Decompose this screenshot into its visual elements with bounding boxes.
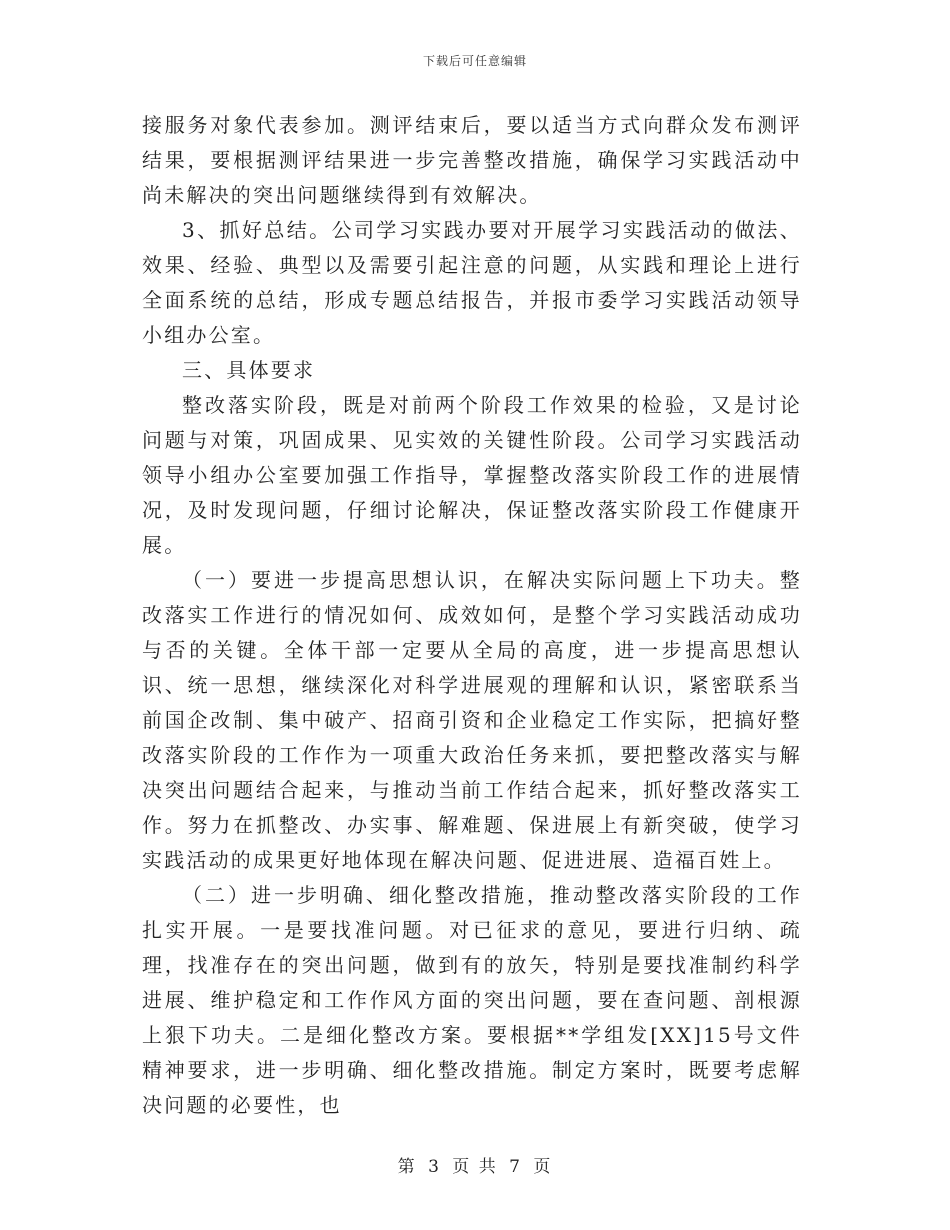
total-page-number: 7 bbox=[509, 1157, 522, 1177]
page-footer bbox=[0, 1152, 950, 1177]
paragraph: （二）进一步明确、细化整改措施，推动整改落实阶段的工作扎实开展。一是要找准问题。对已征求的意见，要进行归纳、疏理，找准存在的突出问题，做到有的放矢，特别是要找准制约科学进展、维护稳定和工作作风方面的突出问题，要在查问题、剖根源上狠下功夫。二是细化整改方案。要根据**学组发[XX]15号文件精神要求，进一步明确、细化整改措施。制定方案时，既要考虑解决问题的必要性，也 bbox=[142, 883, 802, 1117]
paragraph: 3、抓好总结。公司学习实践办要对开展学习实践活动的做法、效果、经验、典型以及需要引起注意的问题，从实践和理论上进行全面系统的总结，形成专题总结报告，并报市委学习实践活动领导小组办公室。 bbox=[142, 218, 802, 347]
paragraph: 整改落实阶段，既是对前两个阶段工作效果的检验，又是讨论问题与对策，巩固成果、见实效的关键性阶段。公司学习实践活动领导小组办公室要加强工作指导，掌握整改落实阶段工作的进展情况，及时发现问题，仔细讨论解决，保证整改落实阶段工作健康开展。 bbox=[142, 393, 802, 557]
section-heading: 三、具体要求 bbox=[182, 358, 316, 382]
footer-suffix: 页 bbox=[533, 1157, 553, 1177]
footer-prefix: 第 bbox=[397, 1157, 417, 1177]
paragraph: （一）要进一步提高思想认识，在解决实际问题上下功夫。整改落实工作进行的情况如何、成效如何，是整个学习实践活动成功与否的关键。全体干部一定要从全局的高度，进一步提高思想认识、统一思想，继续深化对科学进展观的理解和认识，紧密联系当前国企改制、集中破产、招商引资和企业稳定工作实际，把搞好整改落实阶段的工作作为一项重大政治任务来抓，要把整改落实与解决突出问题结合起来，与推动当前工作结合起来，抓好整改落实工作。努力在抓整改、办实事、解难题、保进展上有新突破，使学习实践活动的成果更好地体现在解决问题、促进进展、造福百姓上。 bbox=[142, 568, 802, 872]
page-header: 下载后可任意编辑 bbox=[422, 54, 527, 68]
current-page-number: 3 bbox=[428, 1157, 441, 1177]
paragraph: 接服务对象代表参加。测评结束后，要以适当方式向群众发布测评结果，要根据测评结果进一步完善整改措施，确保学习实践活动中尚未解决的突出问题继续得到有效解决。 bbox=[142, 113, 802, 207]
document-body bbox=[142, 108, 802, 1123]
footer-middle: 页 共 bbox=[452, 1157, 498, 1177]
